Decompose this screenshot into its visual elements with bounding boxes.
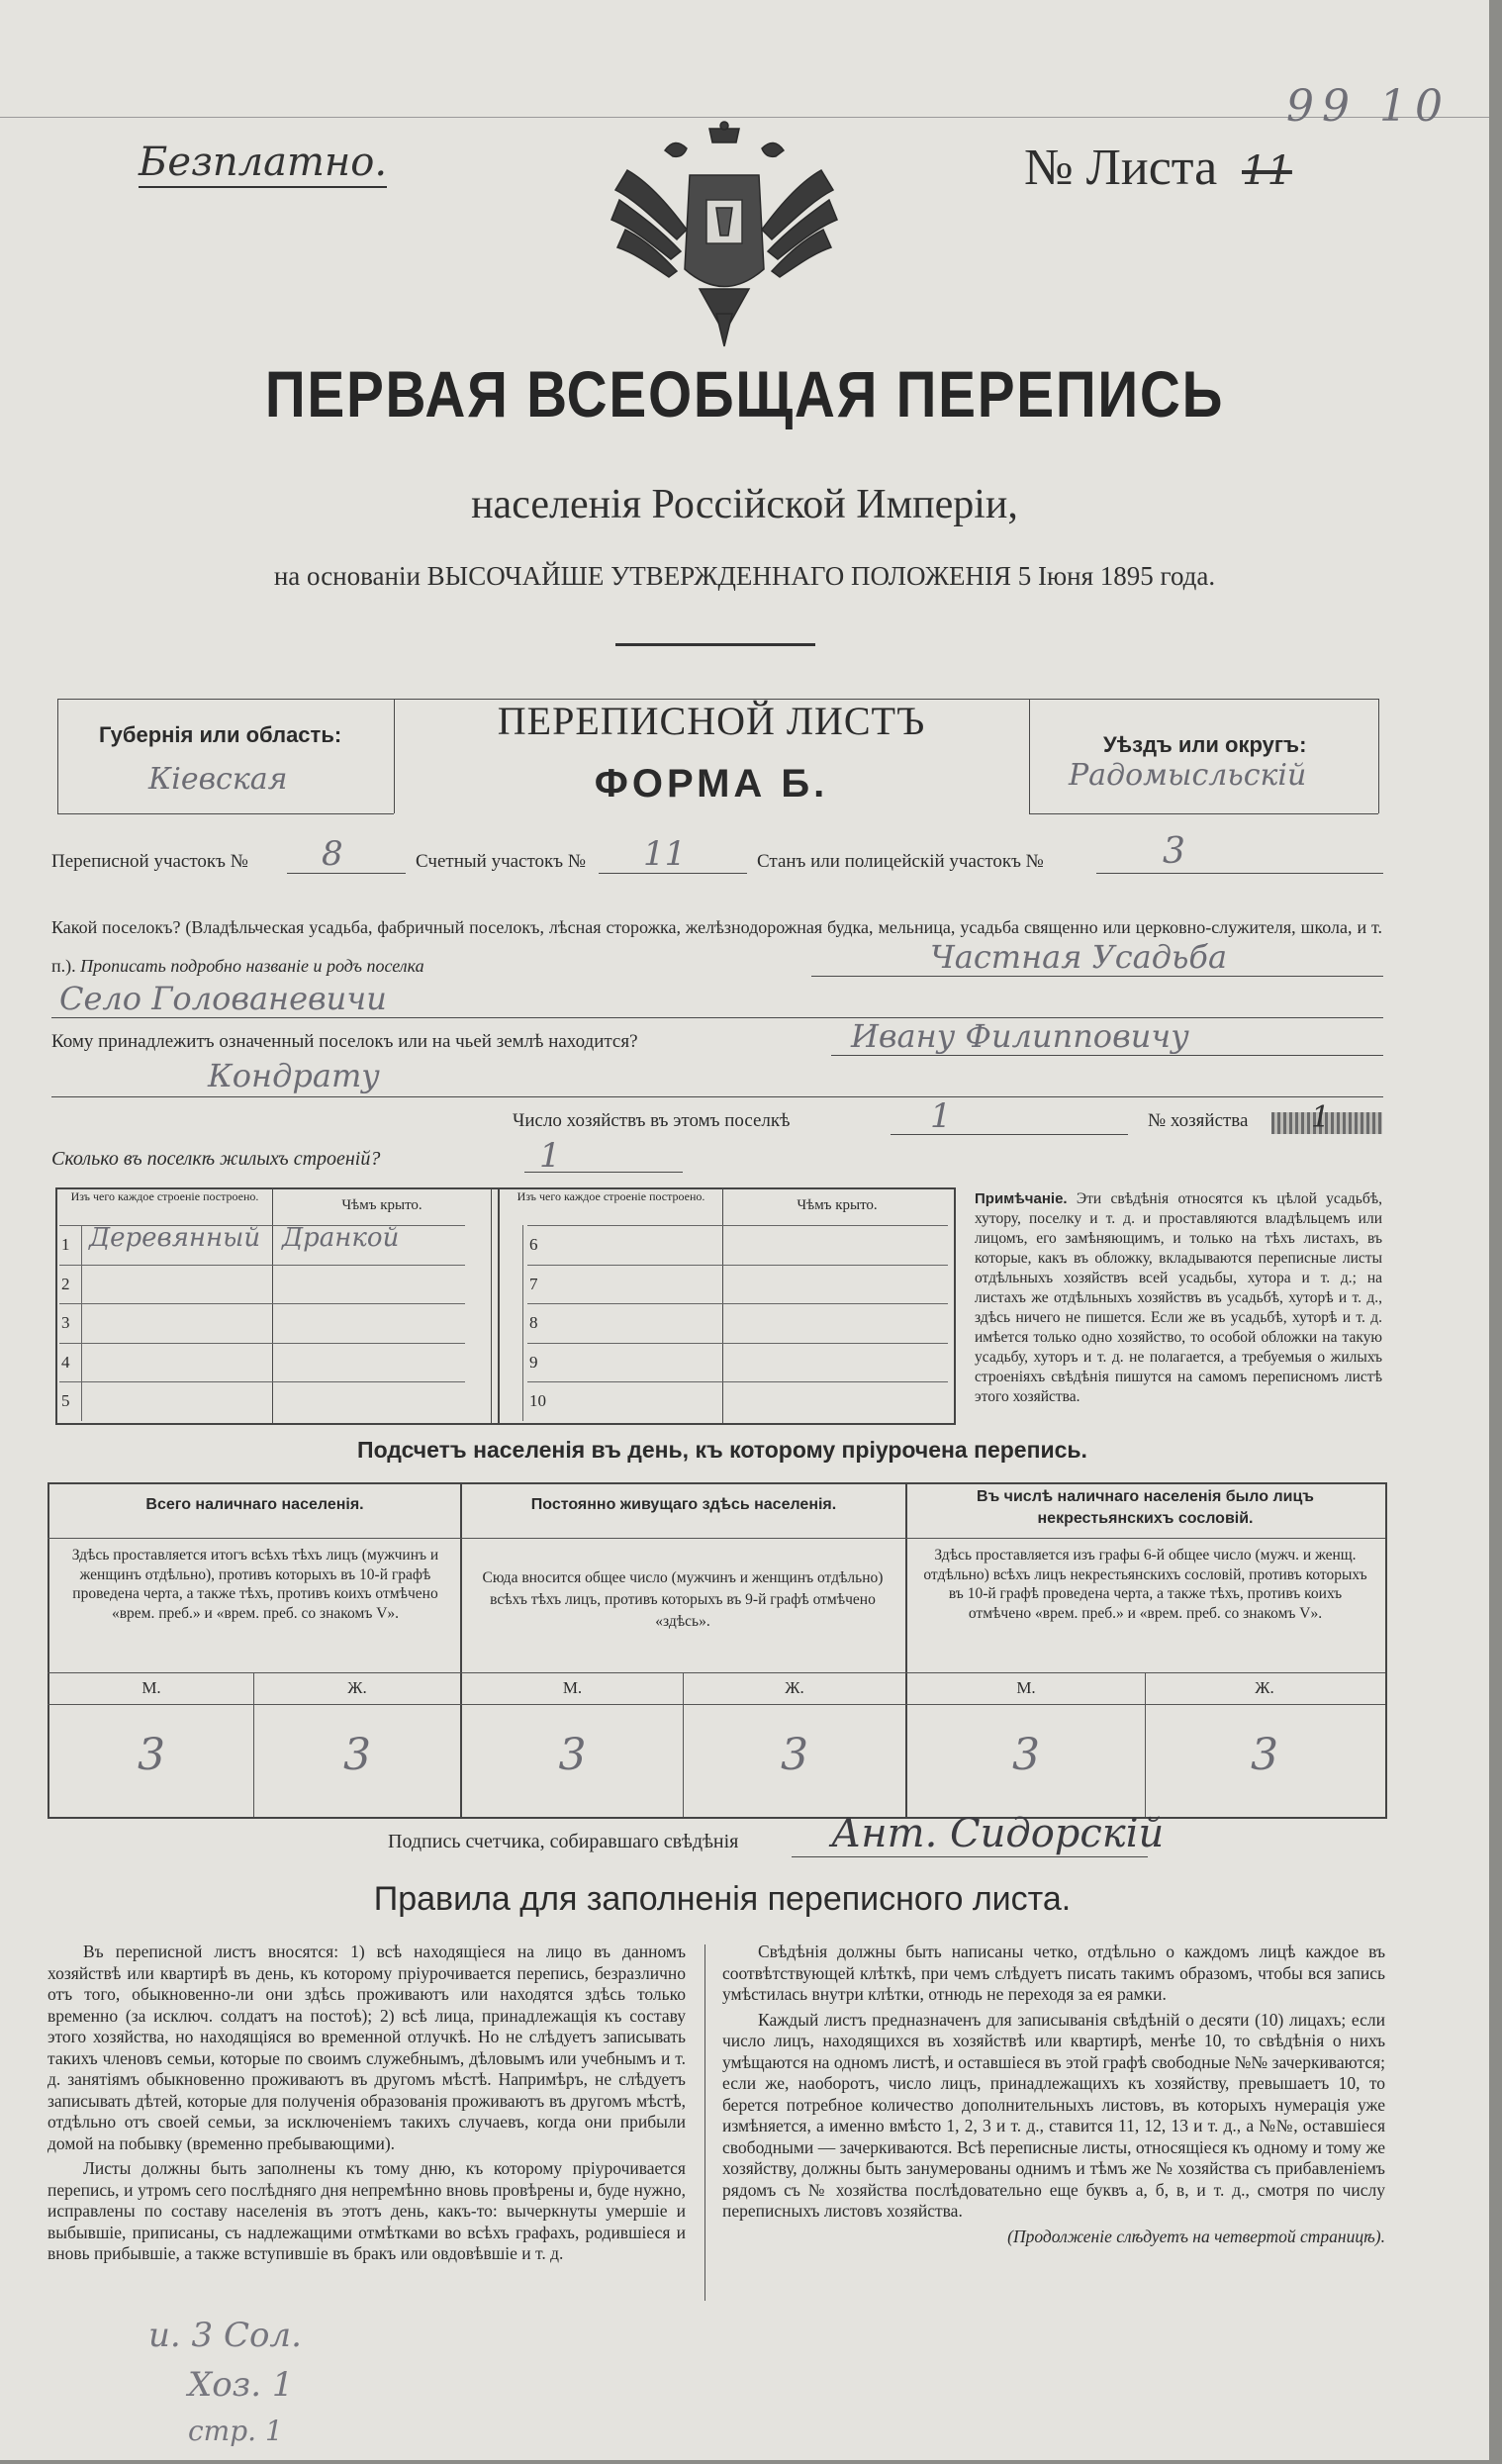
buildings-row-roof: Дранкой <box>282 1223 400 1253</box>
note-text: Эти свѣдѣнія относятся къ цѣлой усадьбѣ, хутору, поселку и т. д. и проставляются владѣльцемъ или лицомъ, его замѣняющимъ, и только на тѣхъ листахъ, въ которые, какъ въ обложку, вкладываются переписные листы отдѣльныхъ хозяйствъ всей усадьбы, хутора и т. д.; на листахъ же отдѣльныхъ хозяйствъ въ усадьбѣ, хуторѣ и т. д., здѣсь ничего не пишется. Если же въ усадьбѣ, хуторѣ и т. д. имѣется только одно хозяйство, то особой обложки на такую усадьбу, хуторъ и т. д. не полагается, а требуемыя о жилыхъ строеніяхъ свѣдѣнія пишутся на самомъ переписномъ листѣ этого хозяйства. <box>975 1190 1383 1405</box>
stan-label: Станъ или полицейскій участокъ № <box>757 851 1044 872</box>
signature-line <box>792 1856 1148 1857</box>
count-value-2: 3 <box>343 1730 371 1780</box>
buildings-row-number: 1 <box>61 1235 70 1254</box>
count-m-label-3: М. <box>1016 1678 1036 1697</box>
form-box-bottom-left <box>57 813 394 814</box>
rules-right-column <box>722 1942 1385 2247</box>
form-subtitle: ФОРМА Б. <box>594 762 829 806</box>
count-m-label-2: М. <box>562 1678 583 1697</box>
owner-label: Кому принадлежитъ означенный поселокъ или на чьей землѣ находится? <box>51 1031 638 1052</box>
basis-line: на основаніи ВЫСОЧАЙШЕ УТВЕРЖДЕННАГО ПОЛОЖЕНІЯ 5 Іюня 1895 года. <box>273 561 1216 591</box>
gubernia-value: Кіевская <box>148 762 288 797</box>
rules-right-paragraph-2: Каждый листъ предназначенъ для записыванія свѣдѣній о десяти (10) лицахъ; если число лицъ, находящихся въ хозяйствѣ или квартирѣ, менѣе 10, то свѣдѣнія о нихъ умѣщаются на одномъ листѣ, и оставшіеся въ этой графѣ свободные №№ зачеркиваются; если же, наоборотъ, число лицъ, принадлежащихъ къ хозяйству, превышаетъ 10, то берется потребное количество дополнительныхъ листовъ, въ которыхъ нумерація уже измѣняется, а именно вмѣсто 1, 2, 3 и т. д., ставится 11, 12, 13 и т. д., а №№, оставшіеся свободными — зачеркиваются. Всѣ переписные листы, относящіеся къ одному и тому же хозяйству, должны быть занумерованы однимъ и тѣмъ же № хозяйства съ прибавленіемъ рядомъ съ № хозяйства послѣдовательно еще буквъ а, б, в, и т. д., смотря по числу переписныхъ листовъ хозяйства. <box>722 2009 1385 2221</box>
free-label: Безплатно. <box>139 139 387 188</box>
count-col3-text: Здѣсь проставляется изъ графы 6-й общее число (мужч. и женщ. отдѣльно) всѣхъ лицъ некрестьянскихъ сословій, противъ которыхъ въ 10-й графѣ проведена черта, а также тѣхъ, противъ коихъ отмѣчено «врем. преб.» и «врем. преб. со знакомъ V». <box>923 1547 1367 1622</box>
district-label: Переписной участокъ № <box>51 851 248 872</box>
buildings-row-number: 2 <box>61 1274 70 1293</box>
buildings-value: 1 <box>539 1136 561 1176</box>
page-title: ПЕРВАЯ ВСЕОБЩАЯ ПЕРЕПИСЬ <box>264 357 1225 430</box>
col-roof-left: Чѣмъ крыто. <box>341 1197 422 1213</box>
district-value: 8 <box>322 834 343 874</box>
imperial-eagle-icon <box>606 121 843 348</box>
buildings-row-line <box>59 1343 465 1344</box>
buildings-row-number: 5 <box>61 1391 70 1411</box>
count-district-value: 11 <box>643 834 687 874</box>
count-f-label-1: Ж. <box>347 1678 367 1697</box>
buildings-label: Сколько въ поселкѣ жилыхъ строеній? <box>51 1148 381 1170</box>
buildings-row-line <box>527 1381 948 1382</box>
buildings-row-number: 9 <box>529 1352 538 1372</box>
buildings-row-number: 3 <box>61 1313 70 1333</box>
uezd-value: Радомысльскій <box>1069 758 1307 793</box>
count-value-5: 3 <box>1012 1730 1040 1780</box>
buildings-table-divider <box>498 1187 500 1423</box>
right-num-divider <box>522 1225 523 1421</box>
buildings-row-line <box>527 1343 948 1344</box>
count-title: Подсчетъ населенія въ день, къ которому пріурочена перепись. <box>357 1437 1087 1463</box>
count-mf-line-top <box>47 1672 1385 1673</box>
buildings-row-line <box>527 1265 948 1266</box>
stan-line <box>1096 873 1383 874</box>
rules-right-paragraph-1: Свѣдѣнія должны быть написаны четко, отдѣльно о каждомъ лицѣ каждое въ соотвѣтствующей клѣткѣ, при чемъ слѣдуетъ писать такимъ образомъ, чтобы вся запись умѣстилась внутри клѣтки, отнюдь не переходя за ея рамки. <box>722 1942 1385 2004</box>
count-col1-title: Всего наличнаго населенія. <box>145 1496 364 1513</box>
form-box-right <box>1378 699 1379 813</box>
margin-note-3: стр. 1 <box>188 2415 283 2447</box>
rules-continued-note: (Продолженіе слѣдуетъ на четвертой страницѣ). <box>1007 2226 1385 2246</box>
form-box-bottom-right <box>1029 813 1378 814</box>
count-value-3: 3 <box>558 1730 587 1780</box>
household-number-box <box>1271 1100 1382 1135</box>
settlement-label: Какой поселокъ? <box>51 917 181 937</box>
buildings-row-line <box>527 1303 948 1304</box>
corner-page-numbers: 99 10 <box>1286 81 1451 132</box>
count-district-label: Счетный участокъ № <box>416 851 586 872</box>
buildings-row-number: 6 <box>529 1235 538 1254</box>
signature-label: Подпись счетчика, собиравшаго свѣдѣнія <box>388 1831 739 1852</box>
buildings-row-line <box>527 1225 948 1226</box>
stan-value: 3 <box>1163 831 1185 872</box>
uezd-label: Уѣздъ или округъ: <box>1103 732 1307 757</box>
rules-left-column <box>47 1942 686 2265</box>
household-number-value: 1 <box>1311 1100 1331 1135</box>
buildings-row-number: 7 <box>529 1274 538 1293</box>
margin-note-1: и. 3 Сол. <box>148 2316 302 2355</box>
sheet-number-label: № Листа <box>1024 140 1218 196</box>
top-border <box>0 117 1489 118</box>
owner-line-2 <box>51 1096 1383 1097</box>
left-num-divider <box>81 1225 82 1421</box>
buildings-row-line <box>59 1381 465 1382</box>
rules-title: Правила для заполненія переписного листа. <box>373 1880 1072 1918</box>
rules-divider <box>704 1944 705 2301</box>
form-title: ПЕРЕПИСНОЙ ЛИСТЪ <box>497 699 926 743</box>
household-number-label: № хозяйства <box>1148 1110 1249 1131</box>
owner-line-1 <box>831 1055 1383 1056</box>
form-box-mid-right <box>1029 699 1030 813</box>
gubernia-label: Губернія или область: <box>99 722 342 747</box>
buildings-row-material: Деревянный <box>89 1223 261 1253</box>
count-m-label-1: М. <box>141 1678 161 1697</box>
col-material-left: Изъ чего каждое строеніе построено. <box>70 1189 259 1203</box>
left-col-divider <box>272 1187 273 1423</box>
settlement-value-1: Частная Усадьба <box>930 938 1228 976</box>
households-label: Число хозяйствъ въ этомъ поселкѣ <box>513 1110 791 1131</box>
owner-value-2: Кондрату <box>208 1057 380 1094</box>
buildings-row-line <box>59 1303 465 1304</box>
sheet-number-value: 11 <box>1242 148 1292 194</box>
count-f-label-2: Ж. <box>785 1678 804 1697</box>
households-value: 1 <box>930 1096 952 1136</box>
count-header-line <box>47 1538 1385 1539</box>
settlement-value-2: Село Голованевичи <box>59 980 387 1017</box>
settlement-line-1 <box>811 976 1383 977</box>
settlement-instruction: Прописать подробно названіе и родъ поселка <box>80 956 424 976</box>
col-material-right: Изъ чего каждое строеніе построено. <box>516 1189 705 1203</box>
count-value-6: 3 <box>1251 1730 1278 1780</box>
buildings-row-number: 4 <box>61 1352 70 1372</box>
count-value-1: 3 <box>138 1730 165 1780</box>
page-subtitle: населенія Россійской Имперіи, <box>471 482 1018 527</box>
settlement-hint: (Владѣльческая усадьба, фабричный поселокъ, лѣсная сторожка, желѣзнодорожная будка, мельница, усадьба священно или церковно-служителя, школа, и т. п.). <box>51 917 1383 976</box>
header-divider <box>615 643 815 646</box>
owner-value-1: Ивану Филипповичу <box>851 1017 1189 1055</box>
note-title: Примѣчаніе. <box>975 1190 1068 1207</box>
households-line <box>891 1134 1128 1135</box>
count-col1-text: Здѣсь проставляется итогъ всѣхъ тѣхъ лицъ (мужчинъ и женщинъ отдѣльно), противъ которыхъ въ 10-й графѣ проведена черта, а также тѣхъ, противъ коихъ отмѣчено «врем. преб.» и «врем. преб. со знакомъ V». <box>71 1547 439 1622</box>
count-col2-text: Сюда вносится общее число (мужчинъ и женщинъ отдѣльно) всѣхъ тѣхъ лицъ, противъ которыхъ въ 9-й графѣ отмѣчено «здѣсь». <box>482 1569 884 1630</box>
buildings-table-divider-2 <box>491 1187 492 1423</box>
rules-left-paragraph-2: Листы должны быть заполнены къ тому дню, къ которому пріурочивается перепись, и утромъ сего послѣдняго дня непремѣнно вновь провѣрены и, буде нужно, исправлены по составу населенія въ этотъ день, какъ-то: вычеркнуты умершіе и выбывшіе, приписаны, съ надлежащими отмѣтками во всѣхъ графахъ, родившіеся и вновь прибывшіе, а также вступившіе въ бракъ или овдовѣвшіе и т. д. <box>47 2158 686 2263</box>
signature-value: Ант. Сидорскій <box>831 1811 1165 1856</box>
form-box-left <box>57 699 58 813</box>
count-col2-title: Постоянно живущаго здѣсь населенія. <box>530 1496 837 1513</box>
count-f-label-3: Ж. <box>1255 1678 1274 1697</box>
count-value-4: 3 <box>781 1730 808 1780</box>
count-col3-title: Въ числѣ наличнаго населенія было лицъ некрестьянскихъ сословій. <box>977 1488 1314 1527</box>
buildings-row-line <box>59 1265 465 1266</box>
buildings-row-number: 8 <box>529 1313 538 1333</box>
margin-note-2: Хоз. 1 <box>188 2365 294 2405</box>
note-block <box>975 1189 1382 1407</box>
rules-left-paragraph-1: Въ переписной листъ вносятся: 1) всѣ находящіеся на лицо въ данномъ хозяйствѣ или квартирѣ въ день, къ которому пріурочивается перепись, безразлично отъ того, обыкновенно-ли они здѣсь проживаютъ или находятся здѣсь только временно (за исключ. солдатъ на постоѣ); 2) всѣ лица, принадлежащія къ составу этого хозяйства, но находящіяся во временной отлучкѣ. Но не слѣдуетъ записывать такихъ членовъ семьи, которые по своимъ служебнымъ, дѣловымъ или учебнымъ и т. д. занятіямъ обыкновенно проживаютъ въ другомъ мѣстѣ. Напримѣръ, не слѣдуетъ записывать дѣтей, которые для полученія образованія проживаютъ въ другомъ мѣстѣ, отдѣльно отъ своей семьи, за исключеніемъ такихъ случаевъ, когда они прибыли домой на побывку (временно пребывающими). <box>47 1942 686 2153</box>
count-mf-line-bottom <box>47 1704 1385 1705</box>
district-line <box>287 873 406 874</box>
right-col-divider <box>722 1187 723 1423</box>
buildings-row-number: 10 <box>529 1391 546 1411</box>
col-roof-right: Чѣмъ крыто. <box>797 1197 878 1213</box>
